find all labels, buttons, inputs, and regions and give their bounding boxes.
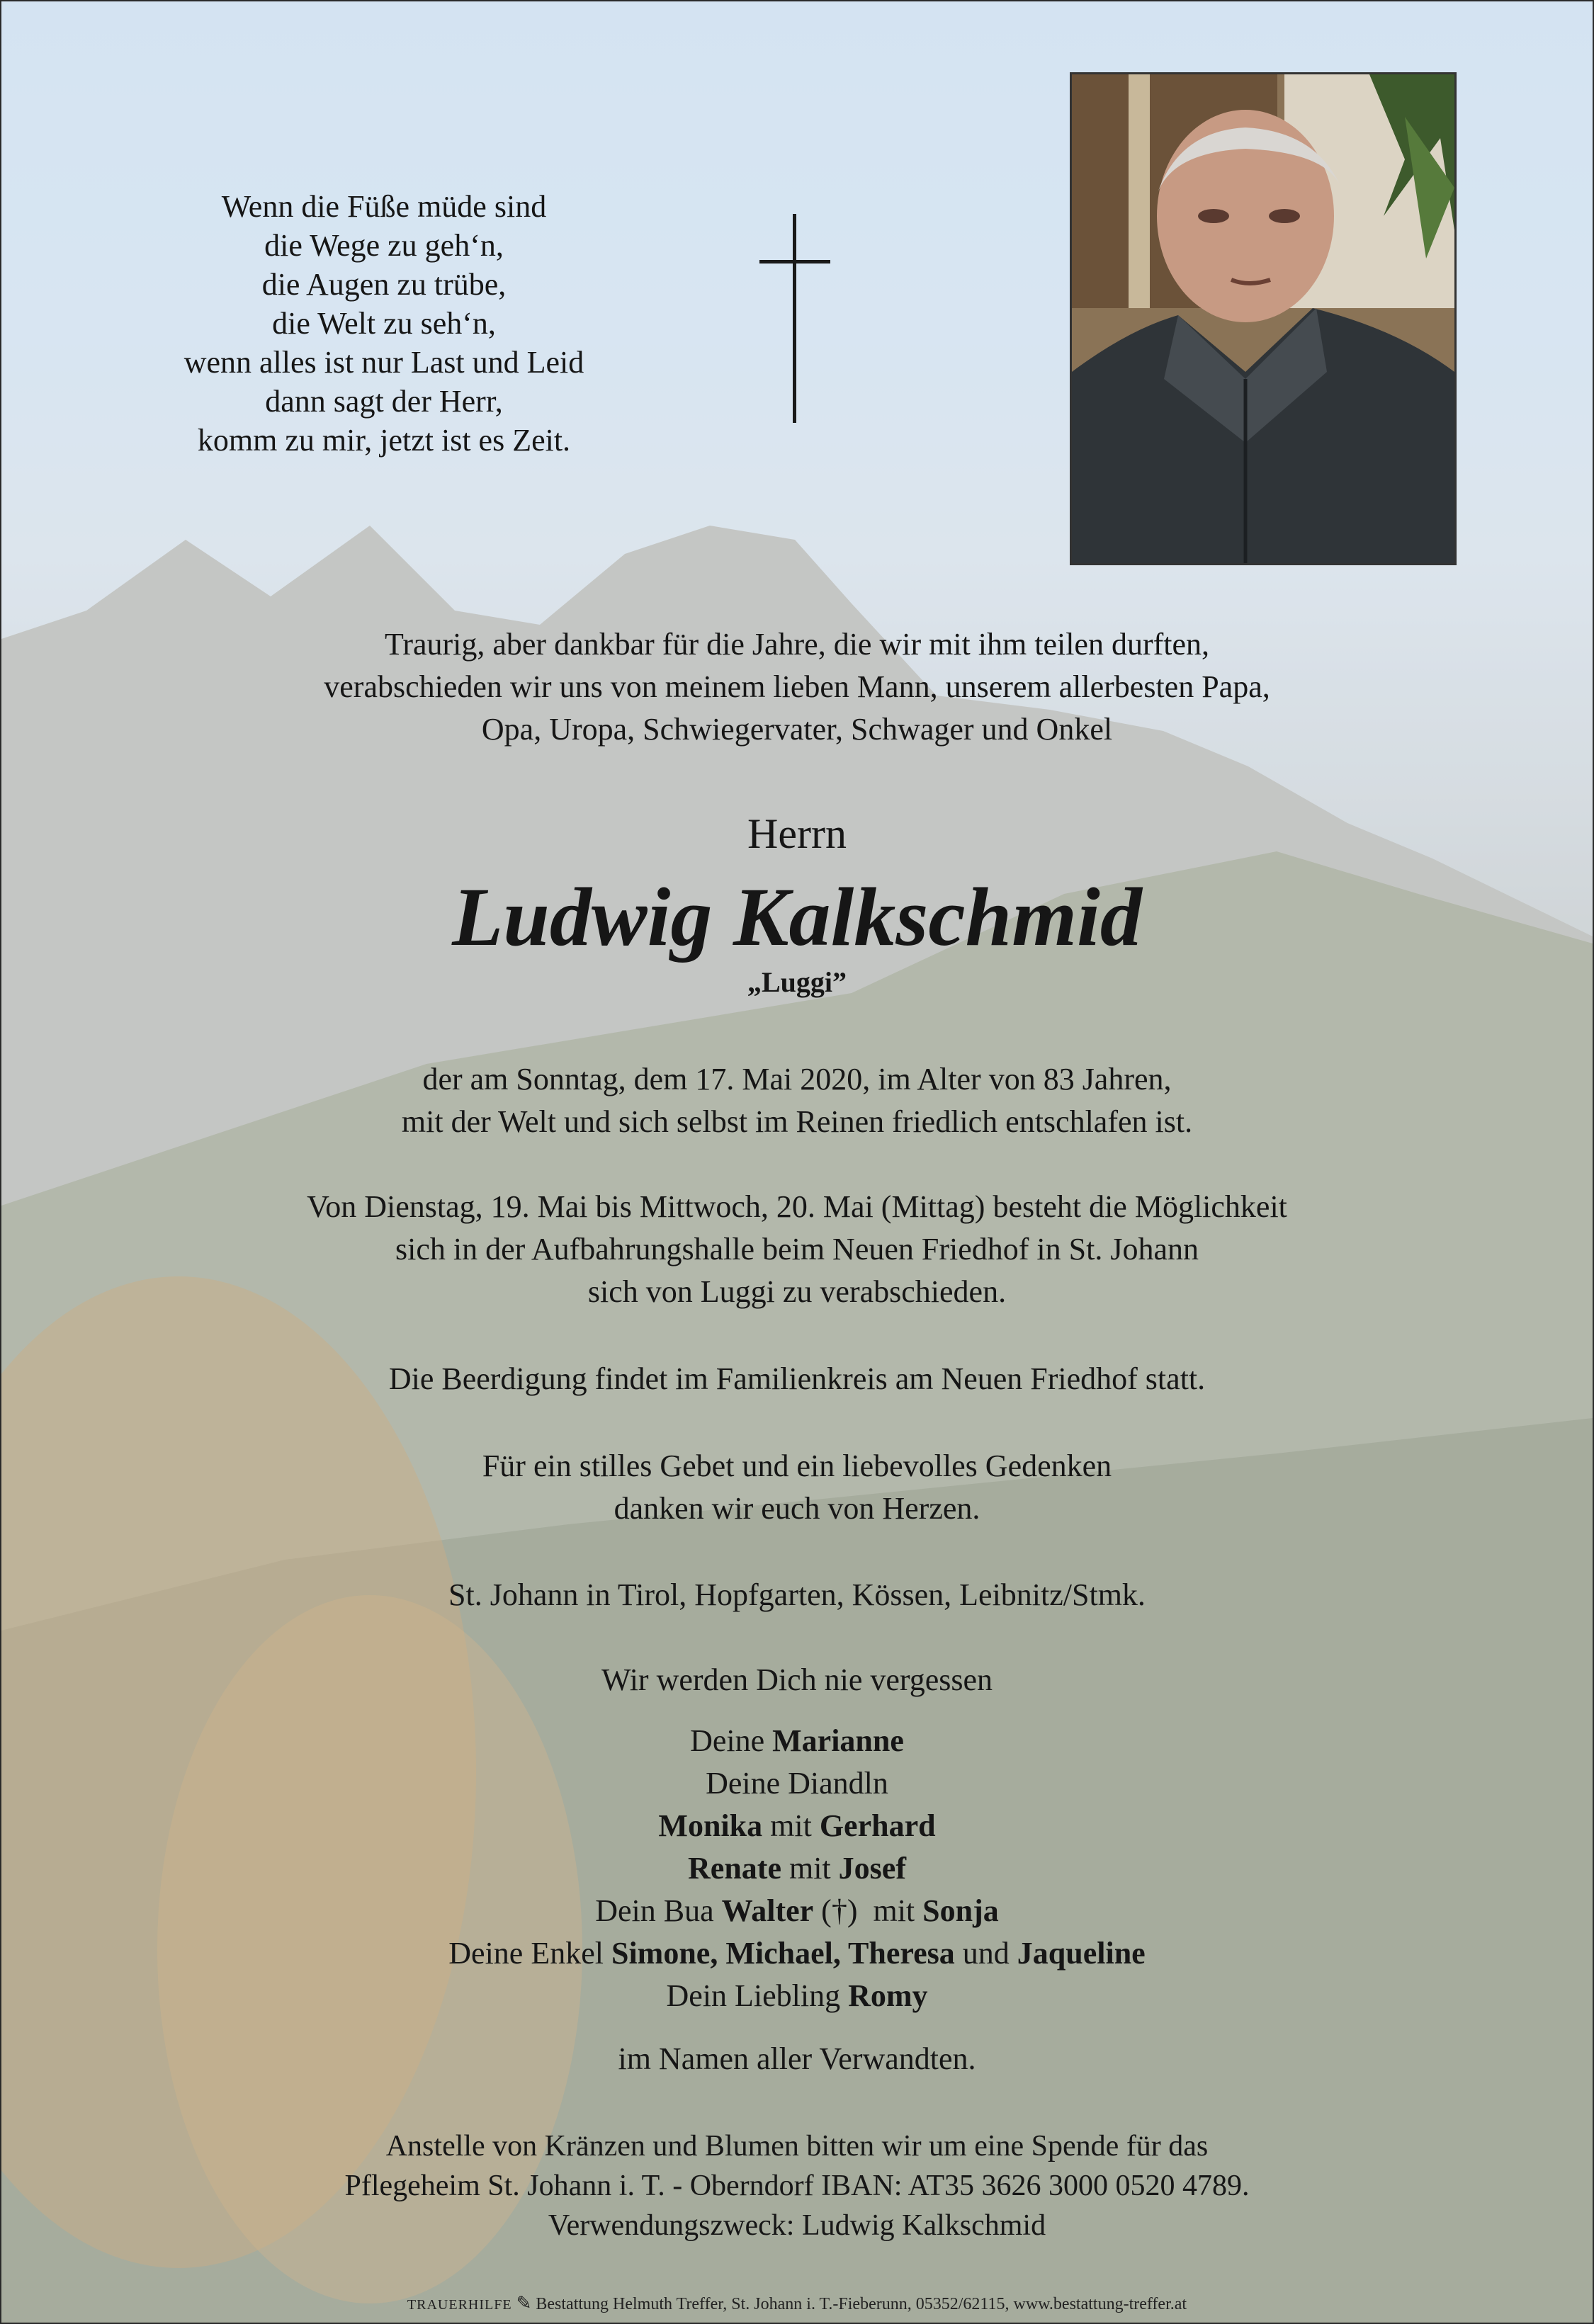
donation-request <box>1 2126 1593 2245</box>
family-member: Gerhard <box>819 1808 936 1843</box>
family-text: mit <box>781 1851 839 1886</box>
poem-line: Wenn die Füße müde sind <box>221 189 547 224</box>
family-line <box>1 1720 1593 1762</box>
intro-line: Opa, Uropa, Schwiegervater, Schwager und Onkel <box>481 712 1113 747</box>
family-text: Deine Diandln <box>706 1766 888 1801</box>
family-text: Deine Enkel <box>448 1936 611 1971</box>
thanks-text <box>1 1445 1593 1530</box>
intro-text <box>1 623 1593 751</box>
footer-logo-icon: ✎ <box>516 2293 532 2313</box>
family-text: Deine <box>690 1723 773 1758</box>
poem-line: wenn alles ist nur Last und Leid <box>183 345 584 380</box>
family-text: (†) mit <box>813 1893 923 1928</box>
relatives: im Namen aller Verwandten. <box>618 2041 976 2076</box>
farewell-line: sich von Luggi zu verabschieden. <box>587 1274 1007 1309</box>
donation-line: Verwendungszweck: Ludwig Kalkschmid <box>548 2209 1046 2242</box>
family-member: Marianne <box>772 1723 904 1758</box>
family-member: Monika <box>658 1808 763 1843</box>
family-line <box>1 1847 1593 1890</box>
footer-text: Bestattung Helmuth Treffer, St. Johann i. T.-Fieberunn, 05352/62115, www.bestattung-treffer.at <box>536 2295 1187 2313</box>
donation-line: Anstelle von Kränzen und Blumen bitten wir um eine Spende für das <box>385 2130 1209 2163</box>
poem-line: die Augen zu trübe, <box>261 267 507 302</box>
family-member: Romy <box>848 1978 928 2013</box>
funeral-home-footer <box>1 2293 1593 2316</box>
funeral-notice: Die Beerdigung findet im Familienkreis am Neuen Friedhof statt. <box>388 1361 1206 1396</box>
places: St. Johann in Tirol, Hopfgarten, Kössen, Leibnitz/Stmk. <box>448 1577 1146 1612</box>
poem-line: dann sagt der Herr, <box>265 384 503 419</box>
poem <box>115 187 653 460</box>
family-member: Sonja <box>922 1893 999 1928</box>
portrait-image <box>1072 74 1454 563</box>
family-text: und <box>954 1936 1017 1971</box>
family-list <box>1 1720 1593 2017</box>
family-member: Simone, Michael, Theresa <box>611 1936 955 1971</box>
farewell-line: Von Dienstag, 19. Mai bis Mittwoch, 20. Mai (Mittag) besteht die Möglichkeit <box>307 1189 1287 1224</box>
intro-line: verabschieden wir uns von meinem lieben Mann, unserem allerbesten Papa, <box>324 669 1270 704</box>
family-member: Renate <box>688 1851 781 1886</box>
portrait-photo <box>1070 72 1457 565</box>
farewell-notice <box>1 1186 1593 1313</box>
poem-line: komm zu mir, jetzt ist es Zeit. <box>197 423 571 458</box>
family-line <box>1 1932 1593 1975</box>
intro-line: Traurig, aber dankbar für die Jahre, die wir mit ihm teilen durften, <box>384 627 1210 662</box>
salutation: Herrn <box>747 810 847 857</box>
deceased-name: Ludwig Kalkschmid <box>452 871 1142 963</box>
family-text: mit <box>762 1808 820 1843</box>
donation-line: Pflegeheim St. Johann i. T. - Oberndorf IBAN: AT35 3626 3000 0520 4789. <box>344 2170 1250 2202</box>
thanks-line: danken wir euch von Herzen. <box>614 1491 980 1526</box>
family-member: Walter <box>721 1893 814 1928</box>
footer-brand: TRAUERHILFE <box>407 2297 512 2313</box>
poem-line: die Welt zu seh‘n, <box>272 306 496 341</box>
cross-icon <box>759 214 830 423</box>
family-line <box>1 1762 1593 1805</box>
thanks-line: Für ein stilles Gebet und ein liebevolles Gedenken <box>482 1449 1112 1483</box>
farewell-line: sich in der Aufbahrungshalle beim Neuen Friedhof in St. Johann <box>395 1232 1199 1266</box>
family-text: Dein Bua <box>595 1893 722 1928</box>
family-text: Dein Liebling <box>666 1978 849 2013</box>
family-line <box>1 1890 1593 1932</box>
family-line <box>1 1805 1593 1847</box>
never-forget: Wir werden Dich nie vergessen <box>601 1662 993 1697</box>
death-line: der am Sonntag, dem 17. Mai 2020, im Alter von 83 Jahren, <box>422 1062 1172 1096</box>
family-line <box>1 1975 1593 2017</box>
poem-line: die Wege zu geh‘n, <box>264 228 504 263</box>
nickname: „Luggi” <box>747 966 847 998</box>
family-member: Josef <box>838 1851 906 1886</box>
death-line: mit der Welt und sich selbst im Reinen friedlich entschlafen ist. <box>401 1104 1193 1139</box>
death-notice <box>1 1058 1593 1143</box>
family-member: Jaqueline <box>1017 1936 1146 1971</box>
